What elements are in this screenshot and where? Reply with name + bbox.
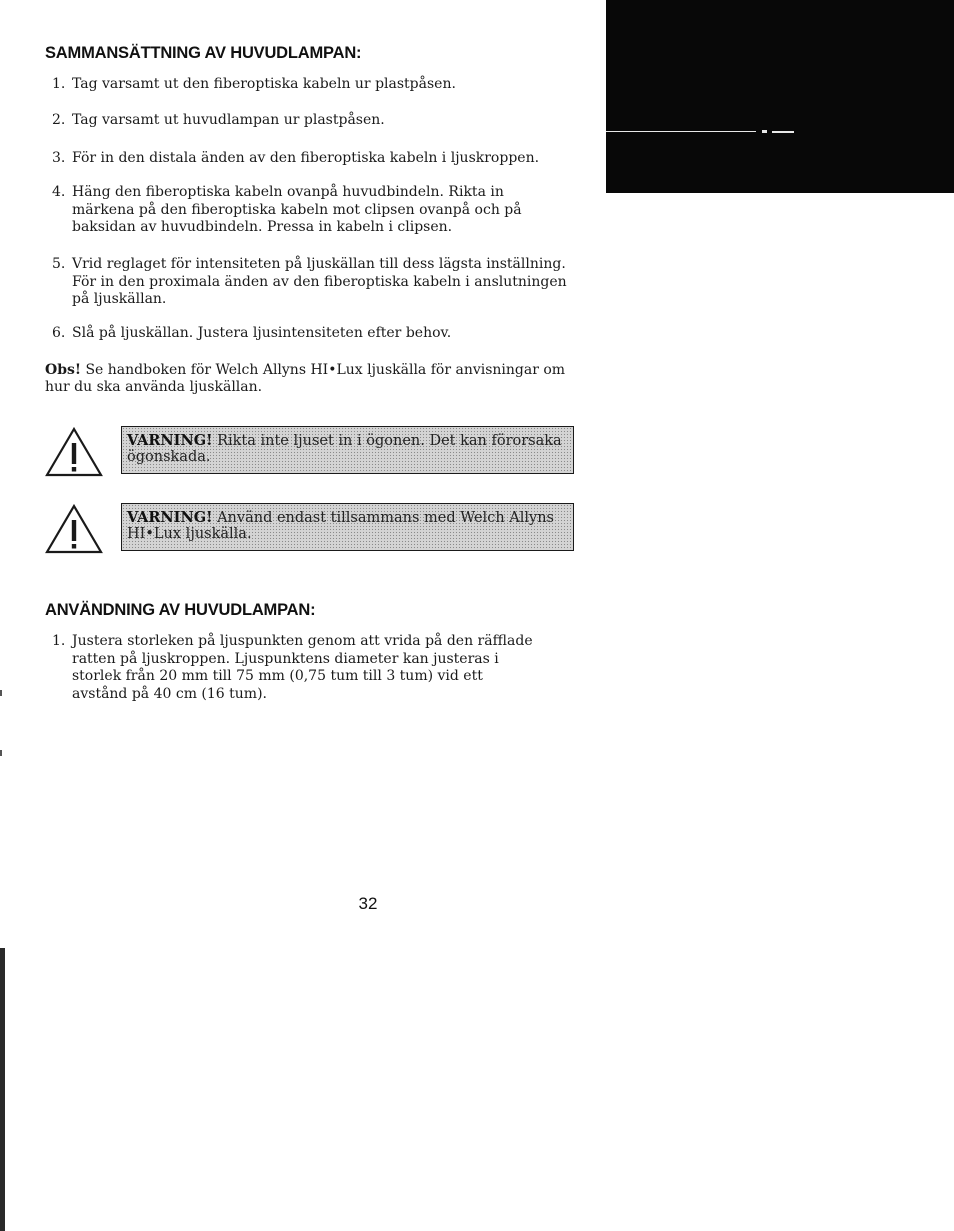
scan-mark (0, 690, 2, 696)
step-number: 2. (52, 112, 66, 128)
warning-label: VARNING! (127, 509, 213, 526)
chapter-tab-line (606, 131, 756, 132)
warning-triangle-icon (44, 503, 104, 555)
step-number: 3. (52, 150, 66, 166)
warning-text: Rikta inte ljuset in i ögonen. Det kan förorsaka ögonskada. (127, 433, 562, 465)
warning-text: Använd endast tillsammans med Welch Allyns HI•Lux ljuskälla. (127, 510, 554, 542)
step-text: Slå på ljuskällan. Justera ljusintensiteten efter behov. (72, 325, 452, 341)
chapter-tab (606, 0, 954, 193)
list-item (52, 325, 572, 343)
chapter-tab-dot (762, 130, 767, 133)
chapter-tab-dash (772, 131, 794, 133)
section-heading-usage: ANVÄNDNING AV HUVUDLAMPAN: (45, 601, 316, 619)
warning-block (44, 503, 566, 563)
warning-triangle-icon (44, 426, 104, 478)
step-number: 1. (52, 633, 66, 649)
step-number: 5. (52, 256, 66, 272)
step-number: 4. (52, 184, 66, 200)
step-text: För in den distala änden av den fiberoptiska kabeln i ljuskroppen. (72, 150, 540, 166)
scan-edge-strip (0, 948, 5, 1231)
warning-label: VARNING! (127, 432, 213, 449)
section-heading-assembly: SAMMANSÄTTNING AV HUVUDLAMPAN: (45, 44, 362, 62)
step-text: Tag varsamt ut huvudlampan ur plastpåsen. (72, 112, 385, 128)
page-number: 32 (358, 894, 378, 913)
note-paragraph (45, 362, 570, 396)
warning-text-box (121, 426, 574, 474)
step-text: Tag varsamt ut den fiberoptiska kabeln ur plastpåsen. (72, 76, 456, 92)
list-item (52, 633, 542, 703)
list-item (52, 112, 572, 130)
step-text: Justera storleken på ljuspunkten genom att vrida på den räfflade ratten på ljuskroppen. Ljuspunktens diameter kan justeras i storlek från 20 mm till 75 mm (0,75 tum till 3 tum) vid ett avstånd på 40 cm (16 tum). (72, 633, 533, 702)
step-text: Vrid reglaget för intensiteten på ljuskällan till dess lägsta inställning. För in den proximala änden av den fiberoptiska kabeln i anslutningen på ljuskällan. (72, 256, 567, 307)
warning-text-box (121, 503, 574, 551)
scan-mark (0, 750, 2, 756)
step-number: 6. (52, 325, 66, 341)
list-item (52, 150, 572, 168)
list-item (52, 76, 572, 94)
warning-block (44, 426, 566, 486)
note-label: Obs! (45, 362, 82, 378)
step-number: 1. (52, 76, 66, 92)
list-item (52, 184, 532, 237)
note-text: Se handboken för Welch Allyns HI•Lux ljuskälla för anvisningar om hur du ska använda ljuskällan. (45, 362, 566, 395)
step-text: Häng den fiberoptiska kabeln ovanpå huvudbindeln. Rikta in märkena på den fiberoptiska kabeln mot clipsen ovanpå och på baksidan av huvudbindeln. Pressa in kabeln i clipsen. (72, 184, 522, 235)
list-item (52, 256, 572, 309)
